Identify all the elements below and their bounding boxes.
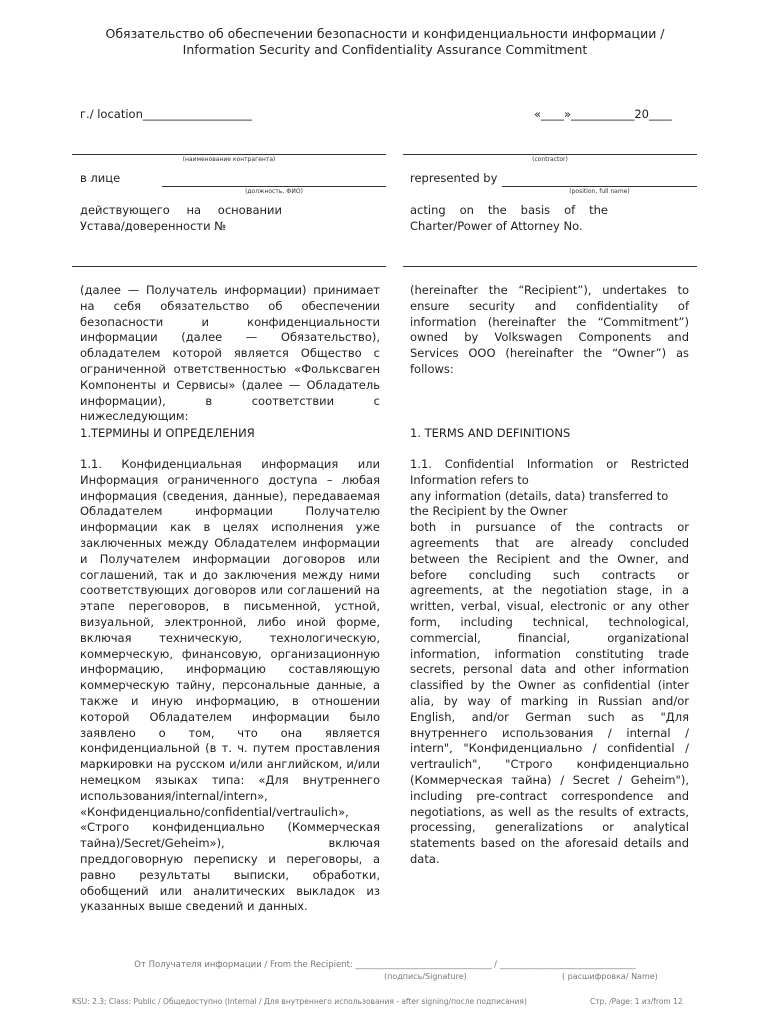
- basis-line-ru: [72, 266, 386, 267]
- footer-page-number: Стр. /Page: 1 из/from 12: [590, 997, 683, 1006]
- position-caption-en: (position, full name): [569, 188, 630, 195]
- signature-line: От Получателя информации / From the Recipient: ________________________________ / ________________________________: [134, 960, 636, 970]
- clause-1-1-ru: 1.1. Конфиденциальная информация или Информация ограниченного доступа – любая информация (сведения, данные), передаваемая Обладателем информации Получателю информации как в целях исполнения уже заключенных между Обладателем информации и Получателем информации договоров или соглашений, так и до заключения между ними соответствующих договоров или соглашений на этапе переговоров, в письменной, устной, визуальной, электронной, либо иной форме, включая техническую, технологическую, коммерческую, финансовую, организационную информацию, информацию составляющую коммерческую тайну, персональные данные, а также и иную информацию, в отношении которой Обладателем информации было заявлено о том, что она является конфиденциальной (в т. ч. путем проставления маркировки на русском и/или английском, и/или немецком языках типа: «Для внутреннего использования/internal/intern», «Конфиденциально/confidential/vertraulich», «Строго конфиденциально (Коммерческая тайна)/Secret/Geheim»), включая преддоговорную переписку и переговоры, а равно результаты выписки, обработки, обобщений или аналитических выкладок из указанных выше сведений и данных.: [80, 457, 380, 914]
- basis-en: acting on the basis of the Charter/Power of Attorney No.: [410, 203, 608, 233]
- name-caption: ( расшифровка/ Name): [562, 972, 658, 981]
- position-line-ru: [162, 186, 386, 187]
- section-heading-en: 1. TERMS AND DEFINITIONS: [410, 426, 571, 440]
- clause-1-1-en-body: both in pursuance of the contracts or agreements that are already concluded between the Recipient and the Owner, and before concluding such contracts or agreements, at the negotiation stage, in a written, verbal, visual, electronic or any other form, including technical, technological, commercial, financial, organizational information, information constituting trade secrets, personal data and other information classified by the Owner as confidential (inter alia, by way of marking in Russian and/or English, and/or German such as "Для внутреннего использования / internal / intern", "Конфиденциально / confidential / vertraulich", "Строго конфиденциально (Коммерческая тайна) / Secret / Geheim"), including pre-contract correspondence and negotiations, as well as the results of extracts, processing, generalizations or analytical statements based on the aforesaid details and data.: [410, 520, 689, 866]
- footer-classification: KSU: 2.3; Class: Public / Общедоступно (Internal / Для внутреннего использования - after signing/после подписания): [72, 997, 527, 1006]
- contractor-line: [403, 154, 697, 155]
- basis-line-en: [403, 266, 697, 267]
- title-en: Information Security and Confidentiality Assurance Commitment: [182, 42, 588, 57]
- represented-by-label: represented by: [410, 171, 498, 185]
- document-title: [60, 26, 710, 58]
- position-line-en: [502, 186, 697, 187]
- section-heading-ru: 1.ТЕРМИНЫ И ОПРЕДЕЛЕНИЯ: [80, 426, 255, 440]
- signature-caption: (подпись/Signature): [384, 972, 467, 981]
- counterparty-line: [72, 154, 386, 155]
- contractor-caption: (contractor): [532, 156, 568, 163]
- location-field: г./ location___________________: [80, 107, 253, 121]
- basis-ru: действующего на основании Устава/доверенности №: [80, 203, 282, 233]
- title-ru: Обязательство об обеспечении безопасности и конфиденциальности информации /: [105, 26, 665, 41]
- date-field: «____»___________20____: [534, 107, 672, 121]
- clause-1-1-en-scope: any information (details, data) transferred to the Recipient by the Owner: [410, 488, 669, 519]
- position-caption-ru: (должность, ФИО): [245, 188, 303, 195]
- clause-1-1-en-intro: 1.1. Confidential Information or Restricted Information refers to: [410, 457, 689, 487]
- in-person-label: в лице: [80, 171, 121, 185]
- counterparty-caption: (наименование контрагента): [182, 156, 276, 163]
- intro-en: (hereinafter the “Recipient”), undertakes to ensure security and confidentiality of information (hereinafter the “Commitment”) owned by Volkswagen Components and Services OOO (hereinafter the “Owner”) as follows:: [410, 283, 689, 376]
- clause-1-1-en: [410, 457, 689, 868]
- intro-ru: (далее — Получатель информации) принимает на себя обязательство об обеспечении безопасности и конфиденциальности информации (далее — Обязательство), обладателем которой является Общество с ограниченной ответственностью «Фольксваген Компоненты и Сервисы» (далее — Обладатель информации), в соответствии с нижеследующим:: [80, 283, 380, 424]
